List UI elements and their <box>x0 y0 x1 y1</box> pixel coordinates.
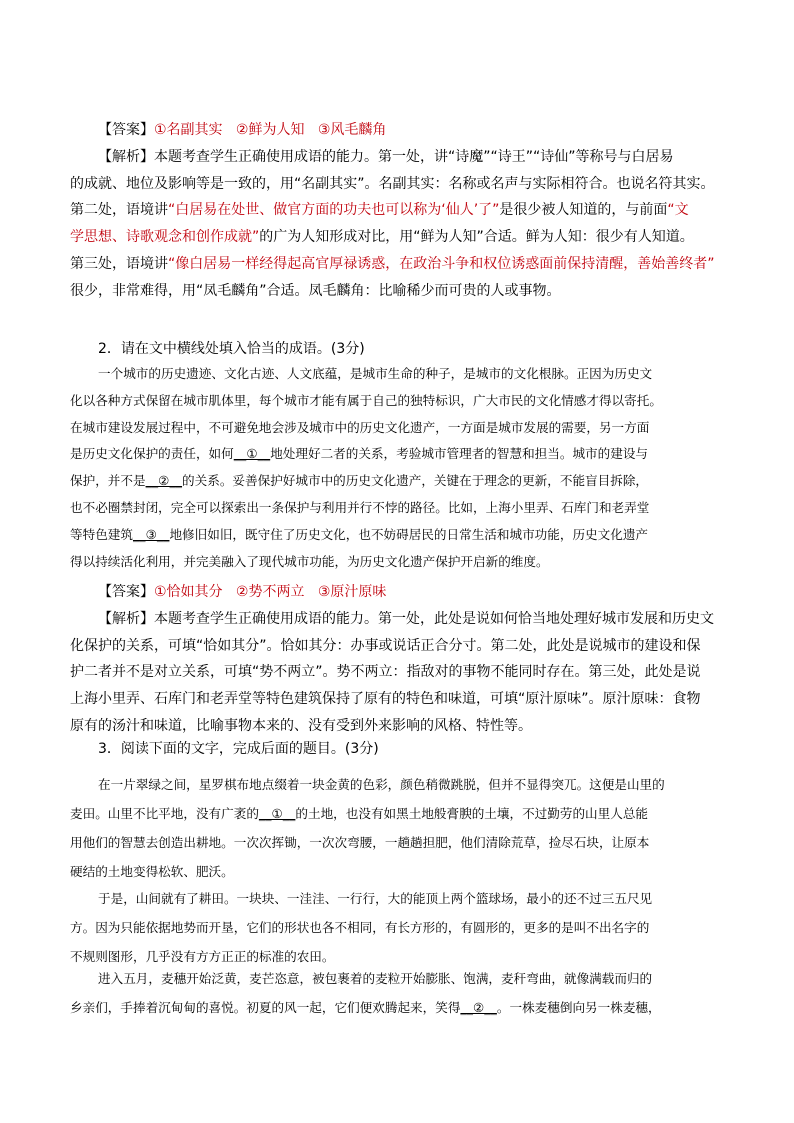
q1-analysis-line: 第二处，语境讲“白居易在处世、做官方面的功夫也可以称为‘仙人’了”是很少被人知道的，与前面“文 <box>70 202 689 219</box>
q3-paragraph-3 <box>70 964 726 1022</box>
answer-item-3: ③原汁原味 <box>317 584 387 600</box>
passage-line: 一个城市的历史遗迹、文化古迹、人文底蕴，是城市生命的种子，是城市的文化根脉。正因为历史文 <box>98 366 653 381</box>
passage-line: 硬结的土地变得松软、肥沃。 <box>70 864 234 879</box>
q2-analysis-line: 【解析】本题考查学生正确使用成语的能力。第一处，此处是说如何恰当地处理好城市发展和历史文 <box>98 610 714 627</box>
answer-label: 【答案】 <box>98 584 154 600</box>
answer-item-2: ②鲜为人知 <box>235 122 305 138</box>
blank-2: __②__ <box>460 1000 497 1015</box>
answer-item-2: ②势不两立 <box>235 584 305 600</box>
passage-line: 不规则图形，几乎没有方方正正的标准的农田。 <box>70 949 335 964</box>
blank-1: __①__ <box>258 806 296 821</box>
q2-passage <box>70 361 726 575</box>
answer-item-1: ①名副其实 <box>154 122 223 138</box>
blank-1: __①__ <box>233 446 271 462</box>
q1-block <box>70 117 726 305</box>
q1-analysis-line: 第三处，语境讲“像白居易一样经得起高官厚禄诱惑，在政治斗争和权位诱惑面前保持清醒，善始善终者” <box>70 255 715 272</box>
passage-line: 是历史文化保护的责任，如何__①__地处理好二者的关系，考验城市管理者的智慧和担当。城市的建设与 <box>70 441 726 468</box>
q1-analysis-line: 【解析】本题考查学生正确使用成语的能力。第一处，讲“诗魔”“诗王”“诗仙”等称号与白居易 <box>98 148 674 165</box>
q2-analysis-line: 上海小里弄、石库门和老弄堂等特色建筑保持了原有的特色和味道，可填“原汁原味”。原汁原味：食物 <box>70 691 701 708</box>
blank-3: __③__ <box>132 526 170 542</box>
q2-analysis-line: 护二者并不是对立关系，可填“势不两立”。势不两立：指敌对的事物不能同时存在。第三处，此处是说 <box>70 664 701 681</box>
passage-line: 等特色建筑__③__地修旧如旧，既守住了历史文化，也不妨碍居民的日常生活和城市功能，历史文化遗产 <box>70 522 726 549</box>
blank-2: __②__ <box>145 473 183 489</box>
passage-line: 进入五月，麦穗开始泛黄，麦芒恣意，被包裹着的麦粒开始膨胀、饱满，麦秆弯曲，就像满载而归的 <box>98 971 653 986</box>
q3-paragraph-2 <box>70 884 726 971</box>
q1-analysis-line: 很少，非常难得，用“凤毛麟角”合适。凤毛麟角：比喻稀少而可贵的人或事物。 <box>70 282 561 299</box>
q2-answer-block <box>70 579 726 740</box>
q2-analysis-line: 化保护的关系，可填“恰如其分”。恰如其分：办事或说话正合分寸。第二处，此处是说城市的建设和保 <box>70 637 701 654</box>
passage-line: 得以持续活化利用，并完美融入了现代城市功能，为历史文化遗产保护开启新的维度。 <box>70 553 549 569</box>
q3-title: 3．阅读下面的文字，完成后面的题目。(3分) <box>98 741 379 757</box>
q1-analysis-line: 学思想、诗歌观念和创作成就”的广为人知形成对比，用“鲜为人知”合适。鲜为人知：很少有人知道。 <box>70 229 694 246</box>
passage-line: 也不必圈禁封闭，完全可以探索出一条保护与利用并行不悖的路径。比如，上海小里弄、石库门和老弄堂 <box>70 499 650 515</box>
analysis-label: 【解析】 <box>98 610 154 627</box>
answer-item-1: ①恰如其分 <box>154 584 223 600</box>
passage-line: 在一片翠绿之间，星罗棋布地点缀着一块金黄的色彩，颜色稍微跳脱，但并不显得突兀。这便是山里的 <box>98 777 665 792</box>
q2-answer <box>70 579 726 606</box>
answer-label: 【答案】 <box>98 122 154 138</box>
q3-passage <box>70 770 726 886</box>
passage-line: 方。因为只能依据地势而开垦，它们的形状也各不相同，有长方形的，有圆形的，更多的是叫不出名字的 <box>70 920 650 935</box>
passage-line: 用他们的智慧去创造出耕地。一次次挥锄，一次次弯腰，一趟趟担肥，他们清除荒草，捡尽石块，让原本 <box>70 835 650 850</box>
analysis-label: 【解析】 <box>98 148 154 165</box>
passage-line: 保护，并不是__②__的关系。妥善保护好城市中的历史文化遗产，关键在于理念的更新，不能盲目拆除， <box>70 468 726 495</box>
q1-answer <box>70 117 726 144</box>
q2-analysis-line: 原有的汤汁和味道，比喻事物本来的、没有受到外来影响的风格、特性等。 <box>70 717 532 734</box>
passage-line: 乡亲们，手捧着沉甸甸的喜悦。初夏的风一起，它们便欢腾起来，笑得__②__。一株麦穗倒向另一株麦穗， <box>70 993 726 1022</box>
answer-item-3: ③风毛麟角 <box>317 122 387 138</box>
passage-line: 在城市建设发展过程中，不可避免地会涉及城市中的历史文化遗产，一方面是城市发展的需要，另一方面 <box>70 419 650 435</box>
passage-line: 麦田。山里不比平地，没有广袤的__①__的土地，也没有如黑土地般膏腴的土壤，不过勤劳的山里人总能 <box>70 799 726 828</box>
q1-analysis-line: 的成就、地位及影响等是一致的，用“名副其实”。名副其实：名称或名声与实际相符合。也说名符其实。 <box>70 175 715 192</box>
q2-title: 2．请在文中横线处填入恰当的成语。(3分) <box>98 341 365 357</box>
passage-line: 化以各种方式保留在城市肌体里，每个城市才能有属于自己的独特标识，广大市民的文化情感才得以寄托。 <box>70 392 662 408</box>
passage-line: 于是，山间就有了耕田。一块块、一洼洼、一行行，大的能顶上两个篮球场，最小的还不过三五尺见 <box>98 891 653 906</box>
